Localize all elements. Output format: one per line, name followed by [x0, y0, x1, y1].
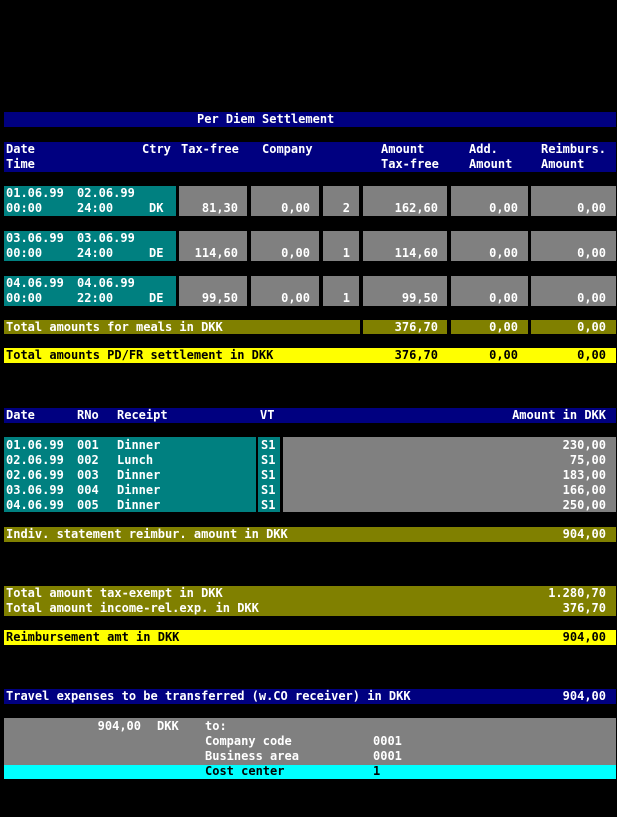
- indiv-amount: 904,00: [562, 527, 606, 541]
- receipt-vt: S1: [261, 483, 276, 497]
- col-date: Date: [6, 142, 35, 156]
- row-time-to: 22:00: [77, 291, 114, 305]
- row-date-from: 01.06.99: [6, 186, 64, 200]
- receipt-date: 04.06.99: [6, 498, 64, 512]
- row-time-from: 00:00: [6, 291, 43, 305]
- income-rel-label: Total amount income-rel.exp. in DKK: [6, 601, 259, 615]
- receipts-col-rno: RNo: [77, 408, 99, 422]
- business-area-label: Business area: [205, 749, 299, 763]
- row-time-to: 24:00: [77, 201, 114, 215]
- meals-total-label: Total amounts for meals in DKK: [6, 320, 223, 334]
- receipt-name: Dinner: [117, 483, 161, 497]
- row-ctry: DK: [149, 201, 164, 215]
- row-date-to: 03.06.99: [77, 231, 135, 245]
- receipt-amount: 75,00: [569, 453, 606, 467]
- receipt-amount: 183,00: [562, 468, 606, 482]
- col-add: Add.: [469, 142, 498, 156]
- receipts-col-vt: VT: [260, 408, 275, 422]
- row-company: 0,00: [281, 291, 310, 305]
- tax-exempt-label: Total amount tax-exempt in DKK: [6, 586, 223, 600]
- row-amount: 99,50: [401, 291, 438, 305]
- col-taxfree: Tax-free: [181, 142, 239, 156]
- page-title: Per Diem Settlement: [197, 112, 335, 126]
- receipt-rno: 003: [77, 468, 99, 482]
- col-amount: Amount: [381, 142, 425, 156]
- receipt-amount: 230,00: [562, 438, 606, 452]
- col-time: Time: [6, 157, 35, 171]
- row-reimb: 0,00: [577, 201, 606, 215]
- row-company: 0,00: [281, 201, 310, 215]
- receipts-col-amount: Amount in DKK: [512, 408, 606, 422]
- col-reimburs-amount: Amount: [541, 157, 585, 171]
- row-time-from: 00:00: [6, 246, 43, 260]
- receipts-col-date: Date: [6, 408, 35, 422]
- row-reimb: 0,00: [577, 291, 606, 305]
- row-n: 2: [342, 201, 350, 215]
- income-rel-amount: 376,70: [562, 601, 606, 615]
- receiver-amount: 904,00: [97, 719, 141, 733]
- row-n: 1: [342, 246, 350, 260]
- indiv-label: Indiv. statement reimbur. amount in DKK: [6, 527, 288, 541]
- row-add: 0,00: [489, 201, 518, 215]
- company-code-label: Company code: [205, 734, 292, 748]
- receipt-name: Lunch: [117, 453, 154, 467]
- row-time-from: 00:00: [6, 201, 43, 215]
- col-company: Company: [262, 142, 313, 156]
- tax-exempt-amount: 1.280,70: [548, 586, 606, 600]
- meals-total-add: 0,00: [489, 320, 518, 334]
- row-date-to: 04.06.99: [77, 276, 135, 290]
- row-taxfree: 81,30: [201, 201, 238, 215]
- col-add-amount: Amount: [469, 157, 513, 171]
- row-add: 0,00: [489, 246, 518, 260]
- reimb-amt-label: Reimbursement amt in DKK: [6, 630, 180, 644]
- cost-center-bar: [4, 765, 616, 779]
- receipt-rno: 005: [77, 498, 99, 512]
- receipt-amount: 166,00: [562, 483, 606, 497]
- cost-center-label: Cost center: [205, 764, 285, 778]
- receipt-name: Dinner: [117, 468, 161, 482]
- receipt-name: Dinner: [117, 438, 161, 452]
- row-ctry: DE: [149, 246, 164, 260]
- pdfr-total-add: 0,00: [489, 348, 518, 362]
- company-code-value: 0001: [373, 734, 402, 748]
- receipt-vt: S1: [261, 498, 276, 512]
- row-add: 0,00: [489, 291, 518, 305]
- row-date-from: 04.06.99: [6, 276, 64, 290]
- business-area-value: 0001: [373, 749, 402, 763]
- pdfr-total-reimb: 0,00: [577, 348, 606, 362]
- transfer-amount: 904,00: [562, 689, 606, 703]
- row-amount: 162,60: [394, 201, 438, 215]
- receiver-to: to:: [205, 719, 227, 733]
- receipt-rno: 004: [77, 483, 99, 497]
- receipts-col-receipt: Receipt: [117, 408, 168, 422]
- receipt-rno: 002: [77, 453, 99, 467]
- row-taxfree: 99,50: [201, 291, 238, 305]
- receipt-date: 02.06.99: [6, 468, 64, 482]
- row-date-from: 03.06.99: [6, 231, 64, 245]
- col-amount-taxfree: Tax-free: [381, 157, 439, 171]
- receipt-date: 01.06.99: [6, 438, 64, 452]
- row-date-to: 02.06.99: [77, 186, 135, 200]
- meals-total-reimb: 0,00: [577, 320, 606, 334]
- receipt-rno: 001: [77, 438, 99, 452]
- col-reimburs: Reimburs.: [541, 142, 607, 156]
- transfer-label: Travel expenses to be transferred (w.CO receiver) in DKK: [6, 689, 411, 703]
- receipt-name: Dinner: [117, 498, 161, 512]
- receipt-date: 03.06.99: [6, 483, 64, 497]
- row-ctry: DE: [149, 291, 164, 305]
- receipt-vt: S1: [261, 453, 276, 467]
- row-n: 1: [342, 291, 350, 305]
- receipt-amount: 250,00: [562, 498, 606, 512]
- receipt-date: 02.06.99: [6, 453, 64, 467]
- row-reimb: 0,00: [577, 246, 606, 260]
- row-taxfree: 114,60: [194, 246, 238, 260]
- row-time-to: 24:00: [77, 246, 114, 260]
- receiver-currency: DKK: [157, 719, 179, 733]
- row-company: 0,00: [281, 246, 310, 260]
- col-ctry: Ctry: [142, 142, 171, 156]
- reimb-amt-amount: 904,00: [562, 630, 606, 644]
- cost-center-value: 1: [373, 764, 381, 778]
- receipt-vt: S1: [261, 468, 276, 482]
- receipt-vt: S1: [261, 438, 276, 452]
- meals-total-amount: 376,70: [394, 320, 438, 334]
- pdfr-total-amount: 376,70: [394, 348, 438, 362]
- row-amount: 114,60: [394, 246, 438, 260]
- pdfr-total-label: Total amounts PD/FR settlement in DKK: [6, 348, 274, 362]
